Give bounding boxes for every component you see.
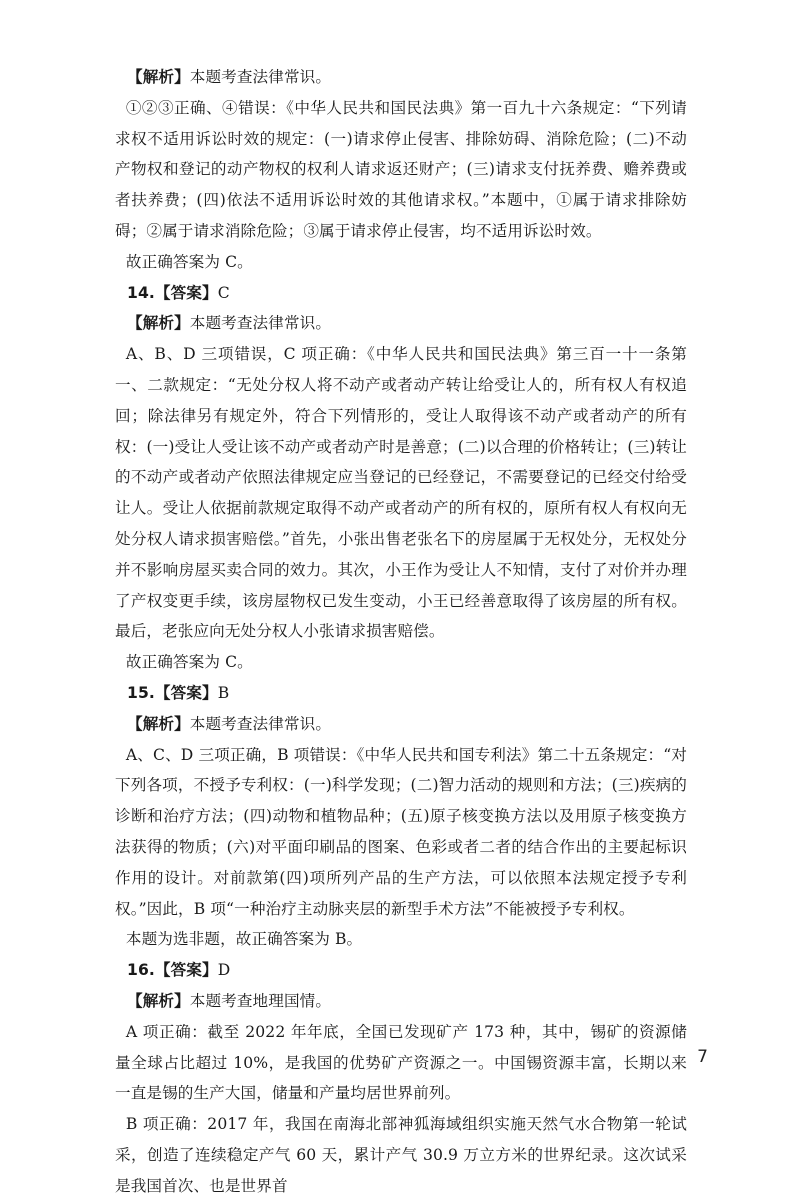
body-paragraph: A、C、D 三项正确，B 项错误：《中华人民共和国专利法》第二十五条规定：“对下列各项，不授予专利权：(一)科学发现；(二)智力活动的规则和方法；(三)疾病的诊断和治疗方法；(四)动物和植物品种；(五)原子核变换方法以及用原子核变换方法获得的物质；(六)对平面印刷品的图案、色彩或者二者的结合作出的主要起标识作用的设计。对前款第(四)项所列产品的生产方法，可以依照本法规定授予专利权。”因此，B 项“一种治疗主动脉夹层的新型手术方法”不能被授予专利权。 xyxy=(115,745,687,918)
answer-line-15 xyxy=(115,678,687,709)
analysis-paragraph: 【解析】本题考查地理国情。 xyxy=(127,991,332,1010)
body-paragraph: A 项正确：截至 2022 年年底，全国已发现矿产 173 种，其中，锡矿的资源储量全球占比超过 10%，是我国的优势矿产资源之一。中国锡资源丰富，长期以来一直是锡的生产大国，储量和产量均居世界前列。 xyxy=(115,1022,687,1103)
page-number: 7 xyxy=(697,1047,708,1067)
answer-line-14 xyxy=(115,278,687,309)
answer-label: 14.【答案】 xyxy=(127,283,218,302)
analysis-paragraph: 【解析】本题考查法律常识。 xyxy=(127,714,332,733)
answer-value: C xyxy=(217,283,230,302)
body-paragraph: B 项正确：2017 年，我国在南海北部神狐海域组织实施天然气水合物第一轮试采，创造了连续稳定产气 60 天，累计产气 30.9 万立方米的世界纪录。这次试采是我国首次、也是世界首 xyxy=(115,1115,687,1195)
body-paragraph: ①②③正确、④错误：《中华人民共和国民法典》第一百九十六条规定：“下列请求权不适用诉讼时效的规定：(一)请求停止侵害、排除妨碍、消除危险；(二)不动产物权和登记的动产物权的权利人请求返还财产；(三)请求支付抚养费、赡养费或者扶养费；(四)依法不适用诉讼时效的其他请求权。”本题中，①属于请求排除妨碍；②属于请求消除危险；③属于请求停止侵害，均不适用诉讼时效。 xyxy=(115,98,687,240)
body-paragraph: A、B、D 三项错误，C 项正确：《中华人民共和国民法典》第三百一十一条第一、二款规定：“无处分权人将不动产或者动产转让给受让人的，所有权人有权追回；除法律另有规定外，符合下列情形的，受让人取得该不动产或者动产的所有权：(一)受让人受让该不动产或者动产时是善意；(二)以合理的价格转让；(三)转让的不动产或者动产依照法律规定应当登记的已经登记，不需要登记的已经交付给受让人。受让人依据前款规定取得不动产或者动产的所有权的，原所有权人有权向无处分权人请求损害赔偿。”首先，小张出售老张名下的房屋属于无权处分，无权处分并不影响房屋买卖合同的效力。其次，小王作为受让人不知情，支付了对价并办理了产权变更手续，该房屋物权已发生变动，小王已经善意取得了该房屋的所有权。最后，老张应向无处分权人小张请求损害赔偿。 xyxy=(115,345,687,641)
analysis-label: 【解析】 xyxy=(127,68,190,86)
answer-value: D xyxy=(217,961,231,980)
answer-line-16 xyxy=(115,955,687,986)
analysis-label: 【解析】 xyxy=(127,714,190,733)
answer-label: 16.【答案】 xyxy=(127,961,218,980)
answer-label: 15.【答案】 xyxy=(127,683,218,702)
analysis-paragraph: 【解析】本题考查法律常识。 xyxy=(127,68,332,86)
conclusion-paragraph: 故正确答案为 C。 xyxy=(125,252,253,271)
analysis-label: 【解析】 xyxy=(127,314,190,333)
conclusion-paragraph: 故正确答案为 C。 xyxy=(125,653,253,672)
answer-value: B xyxy=(217,683,230,702)
analysis-paragraph: 【解析】本题考查法律常识。 xyxy=(127,314,332,333)
page-content xyxy=(115,62,687,1201)
analysis-label: 【解析】 xyxy=(127,991,190,1010)
conclusion-paragraph: 本题为选非题，故正确答案为 B。 xyxy=(125,930,363,949)
